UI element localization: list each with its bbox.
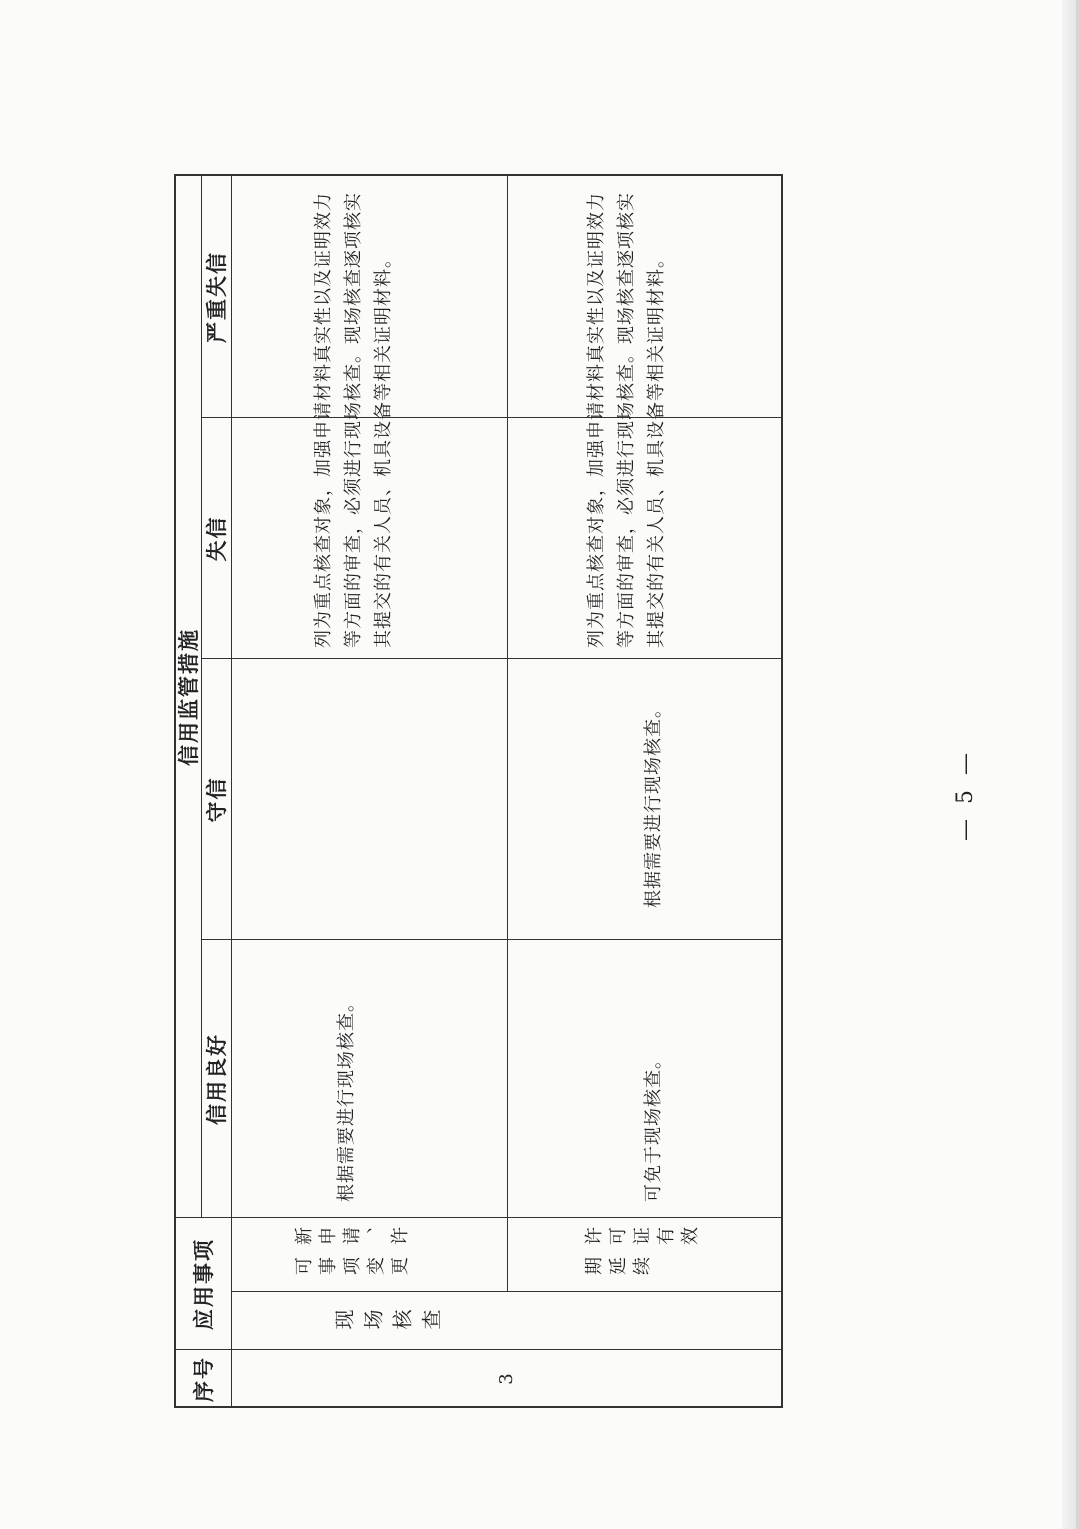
page-edge-line [1076, 0, 1080, 1529]
sub2-item: 许可证有效期延续 [584, 1227, 704, 1278]
header-bottom-rule [231, 176, 232, 1408]
sub2-keep: 根据需要进行现场核查。 [643, 699, 664, 908]
sub1-lose: 列为重点核查对象，加强申请材料真实性以及证明效力等方面的审查，必须进行现场核查。现场核查逐项核实其提交的有关人员、机具设备等相关证明材料。 [313, 192, 394, 648]
header-severe: 严重失信 [204, 251, 229, 343]
lose-col-rule [201, 417, 781, 418]
row-divider-rule [507, 176, 508, 1292]
header-keep: 守信 [204, 776, 229, 823]
category-col-rule [231, 1291, 781, 1292]
header-seq: 序号 [190, 1356, 216, 1402]
sub1-item: 新申请、许可事项变更 [294, 1227, 414, 1278]
keep-col-rule [201, 658, 781, 659]
row-seq: 3 [495, 1373, 517, 1385]
header-lose: 失信 [204, 515, 229, 562]
credit-supervision-table [174, 176, 781, 1408]
sub2-good: 可免于现场核查。 [643, 1050, 664, 1202]
row-category: 现场核查 [334, 1309, 450, 1333]
item-col-rule [174, 1217, 781, 1218]
header-group: 信用监管措施 [175, 628, 201, 766]
header-item: 应用事项 [190, 1238, 216, 1330]
good-col-rule [201, 939, 781, 940]
rotated-table-stage [174, 176, 781, 1408]
sub2-lose: 列为重点核查对象，加强申请材料真实性以及证明效力等方面的审查，必须进行现场核查。现场核查逐项核实其提交的有关人员、机具设备等相关证明材料。 [586, 192, 667, 648]
sub1-good: 根据需要进行现场核查。 [336, 993, 357, 1202]
page-number: — 5 — [952, 749, 978, 841]
header-good: 信用良好 [204, 1033, 229, 1125]
